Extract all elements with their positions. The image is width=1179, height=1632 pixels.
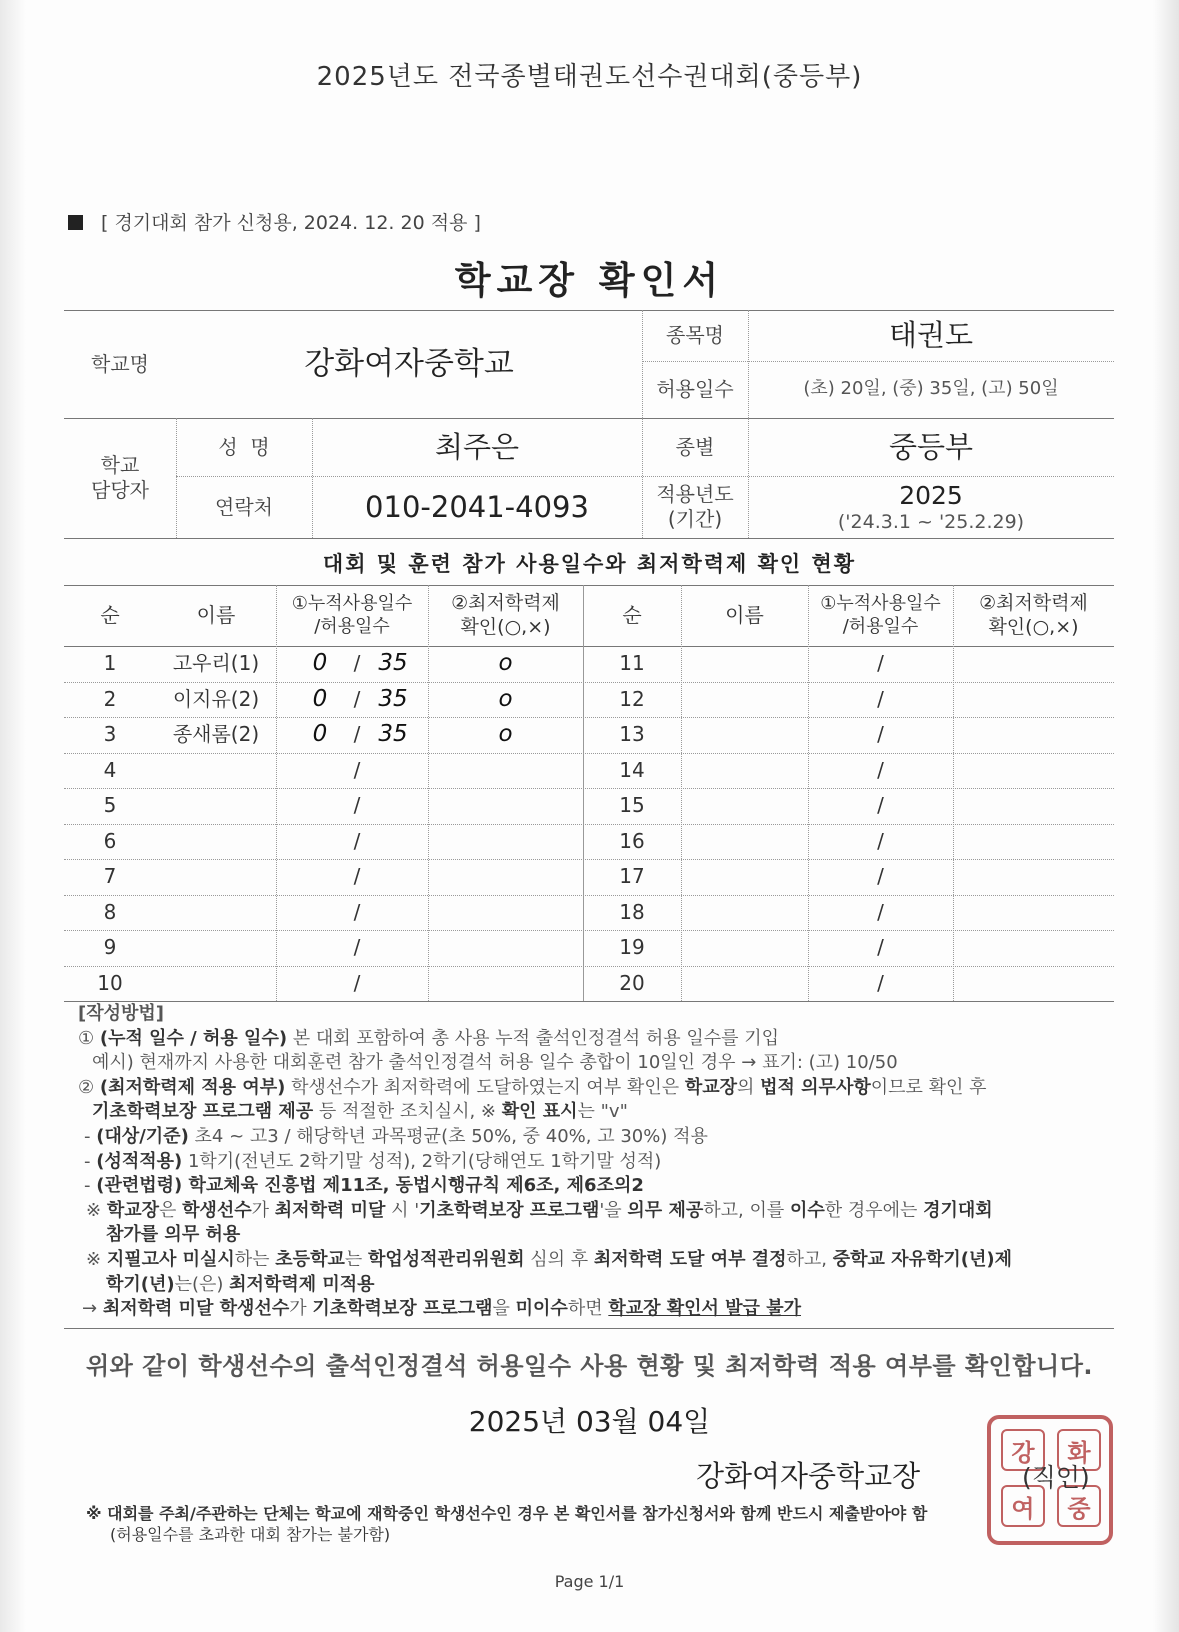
row-check — [953, 646, 1114, 682]
col-no-right: 순 — [622, 603, 642, 627]
row-separator: / — [877, 651, 884, 676]
row-no: 2 — [103, 686, 117, 711]
competition-title: 2025년도 전국종별태권도선수권대회(중등부) — [316, 62, 863, 92]
row-no: 13 — [619, 722, 645, 747]
seal-char: 화 — [1057, 1429, 1101, 1471]
row-separator: / — [877, 864, 884, 889]
row-name — [681, 788, 808, 824]
row-name — [681, 895, 808, 931]
row-used-days: 0 — [312, 685, 328, 712]
row-name — [156, 788, 276, 824]
black-square-icon — [68, 215, 83, 230]
row-check: o — [498, 685, 513, 712]
col-check — [428, 585, 583, 646]
row-name — [681, 717, 808, 753]
row-allowed-days — [368, 895, 418, 931]
row-no: 5 — [103, 793, 117, 818]
row-separator: / — [877, 757, 884, 782]
row-allowed-days: 35 — [378, 650, 408, 677]
row-check — [428, 930, 583, 966]
sport-value: 태권도 — [888, 318, 974, 353]
period: ('24.3.1 ~ '25.2.29) — [837, 510, 1025, 533]
row-separator: / — [353, 651, 361, 676]
row-no: 14 — [619, 757, 645, 782]
col-days-line2: /허용일수 — [314, 615, 390, 637]
row-check — [428, 824, 583, 860]
row-check — [428, 859, 583, 895]
col-days — [276, 585, 428, 646]
row-no: 8 — [103, 899, 117, 924]
row-used-days — [290, 824, 350, 860]
row-name — [156, 895, 276, 931]
division-value: 중등부 — [888, 429, 974, 464]
form-note-text: [ 경기대회 참가 신청용, 2024. 12. 20 적용 ] — [101, 212, 481, 234]
row-no: 20 — [619, 970, 645, 995]
col-check-line1: ②최저학력제 — [451, 591, 560, 614]
row-name — [156, 930, 276, 966]
note-line: 학기(년)는(은) 최저학력제 미적용 — [106, 1273, 375, 1295]
row-check — [953, 788, 1114, 824]
row-no: 7 — [103, 864, 117, 889]
row-no: 9 — [103, 935, 117, 960]
note-line: → 최저학력 미달 학생선수가 기초학력보장 프로그램을 미이수하면 학교장 확인서 발급 불가 — [82, 1298, 801, 1320]
row-no: 4 — [103, 757, 117, 782]
col-name-right: 이름 — [725, 603, 764, 627]
sport-label: 종목명 — [666, 323, 724, 347]
col-days-right-line2: /허용일수 — [842, 615, 919, 637]
allowed-days-value: (초) 20일, (중) 35일, (고) 50일 — [803, 378, 1059, 400]
row-no: 15 — [619, 793, 645, 818]
row-no: 16 — [619, 828, 645, 853]
note-line: ② (최저학력제 적용 여부) 학생선수가 최저학력에 도달하였는지 여부 확인은 학교장의 법적 의무사항이므로 확인 후 — [78, 1076, 987, 1098]
row-used-days — [290, 788, 350, 824]
page-number: Page 1/1 — [554, 1572, 625, 1591]
footnote-line1: ※ 대회를 주최/주관하는 단체는 학교에 재학중인 학생선수인 경우 본 확인서를 참가신청서와 함께 반드시 제출받아야 함 — [86, 1504, 928, 1523]
col-days-right-line1: ①누적사용일수 — [820, 593, 941, 614]
school-name: 강화여자중학교 — [304, 345, 514, 382]
row-no: 19 — [619, 935, 645, 960]
form-note — [68, 208, 481, 235]
row-separator: / — [877, 935, 884, 960]
principal-title: 강화여자중학교장 — [696, 1459, 921, 1493]
note-line: ※ 지필고사 미실시하는 초등학교는 학업성적관리위원회 심의 후 최저학력 도달 여부 결정하고, 중학교 자유학기(년)제 — [86, 1248, 1012, 1270]
year-label — [642, 476, 748, 538]
col-days-right — [808, 585, 953, 646]
col-check-line2: 확인(○,×) — [460, 615, 551, 638]
row-separator: / — [353, 828, 361, 853]
instructions-heading: [작성방법] — [78, 1003, 165, 1024]
note-line: 참가를 의무 허용 — [106, 1224, 241, 1246]
row-name: 이지유(2) — [172, 686, 260, 711]
row-separator: / — [877, 899, 884, 924]
row-separator: / — [877, 722, 884, 747]
document-title: 학교장 확인서 — [454, 259, 725, 302]
contact-value: 010-2041-4093 — [365, 489, 589, 524]
row-check — [953, 966, 1114, 1002]
col-no: 순 — [100, 603, 120, 627]
row-name — [156, 966, 276, 1002]
row-name — [681, 753, 808, 789]
row-name — [681, 859, 808, 895]
footnote — [86, 1503, 927, 1545]
year-value — [748, 476, 1114, 538]
issue-date: 2025년 03월 04일 — [468, 1405, 711, 1438]
note-line: ※ 학교장은 학생선수가 최저학력 미달 시 '기초학력보장 프로그램'을 의무 제공하고, 이를 이수한 경우에는 경기대회 — [86, 1199, 993, 1221]
row-name — [681, 682, 808, 718]
row-name: 종새롬(2) — [172, 722, 260, 747]
row-check — [953, 895, 1114, 931]
row-used-days — [290, 753, 350, 789]
note-line: - (대상/기준) 초4 ~ 고3 / 해당학년 과목평균(초 50%, 중 40%, 고 30%) 적용 — [84, 1125, 708, 1147]
division-label: 종별 — [675, 434, 715, 459]
row-separator: / — [353, 793, 361, 818]
year-label-line2: (기간) — [667, 507, 723, 531]
divider — [64, 1328, 1114, 1329]
note-line: ① (누적 일수 / 허용 일수) 본 대회 포함하여 총 사용 누적 출석인정결석 허용 일수를 기입 — [78, 1027, 779, 1049]
note-line: 기초학력보장 프로그램 제공 등 적절한 조치실시, ※ 확인 표시는 "v" — [92, 1101, 628, 1123]
row-used-days — [290, 895, 350, 931]
row-separator: / — [353, 686, 361, 711]
row-separator: / — [877, 970, 884, 995]
row-name — [156, 824, 276, 860]
row-no: 6 — [103, 828, 117, 853]
row-check: o — [498, 721, 513, 748]
manager-label-line2: 담당자 — [91, 478, 149, 502]
school-label: 학교명 — [91, 351, 149, 376]
row-allowed-days — [368, 859, 418, 895]
row-name — [156, 753, 276, 789]
note-line: - (성적적용) 1학기(전년도 2학기말 성적), 2학기(당해연도 1학기말 성적) — [84, 1150, 662, 1172]
manager-label-line1: 학교 — [100, 453, 140, 477]
row-no: 10 — [97, 970, 123, 995]
row-name — [681, 824, 808, 860]
seal-char: 강 — [1001, 1429, 1045, 1471]
col-days-line1: ①누적사용일수 — [291, 593, 413, 614]
row-separator: / — [353, 864, 361, 889]
row-separator: / — [877, 828, 884, 853]
row-check — [953, 753, 1114, 789]
row-name — [681, 646, 808, 682]
row-separator: / — [353, 935, 361, 960]
row-no: 11 — [619, 651, 645, 676]
col-check-right-line2: 확인(○,×) — [988, 615, 1079, 638]
seal-char: 중 — [1057, 1485, 1101, 1527]
footnote-line2: (허용일수를 초과한 대회 참가는 불가함) — [110, 1525, 391, 1544]
row-separator: / — [877, 793, 884, 818]
year-label-line1: 적용년도 — [656, 482, 734, 506]
allowed-days-label: 허용일수 — [656, 377, 734, 401]
row-allowed-days — [368, 966, 418, 1002]
row-check — [953, 717, 1114, 753]
row-check — [953, 859, 1114, 895]
row-allowed-days — [368, 824, 418, 860]
row-separator: / — [353, 757, 361, 782]
col-name: 이름 — [196, 603, 236, 627]
row-no: 3 — [103, 722, 117, 747]
note-line: 예시) 현재까지 사용한 대회훈련 참가 출석인정결석 허용 일수 총합이 10일인 경우 → 표기: (고) 10/50 — [92, 1052, 898, 1074]
row-allowed-days — [368, 753, 418, 789]
row-check — [428, 788, 583, 824]
row-separator: / — [353, 970, 361, 995]
row-used-days — [290, 966, 350, 1002]
row-no: 17 — [619, 864, 645, 889]
row-name — [156, 859, 276, 895]
row-allowed-days: 35 — [378, 721, 408, 748]
row-used-days — [290, 930, 350, 966]
row-used-days: 0 — [312, 650, 328, 677]
row-allowed-days: 35 — [378, 685, 408, 712]
row-no: 18 — [619, 899, 645, 924]
row-separator: / — [877, 686, 884, 711]
seal-char: 여 — [1001, 1485, 1045, 1527]
row-used-days — [290, 859, 350, 895]
row-check: o — [498, 650, 513, 677]
row-name — [681, 930, 808, 966]
row-check — [953, 824, 1114, 860]
confirmation-statement: 위와 같이 학생선수의 출석인정결석 허용일수 사용 현황 및 최저학력 적용 여부를 확인합니다. — [85, 1352, 1094, 1380]
row-name: 고우리(1) — [172, 651, 260, 676]
note-line: - (관련법령) 학교체육 진흥법 제11조, 동법시행규칙 제6조, 제6조의2 — [84, 1175, 644, 1197]
manager-name: 최주은 — [434, 429, 520, 464]
scan-shadow-left — [0, 0, 26, 1632]
row-check — [428, 895, 583, 931]
row-check — [953, 930, 1114, 966]
row-separator: / — [353, 899, 361, 924]
contact-label: 연락처 — [215, 494, 273, 519]
row-separator: / — [353, 722, 361, 747]
row-no: 1 — [103, 651, 117, 676]
seal-label: (직인) — [1022, 1463, 1090, 1492]
manager-label — [64, 418, 176, 538]
row-check — [953, 682, 1114, 718]
row-allowed-days — [368, 788, 418, 824]
scan-shadow-right — [1153, 0, 1179, 1632]
row-name — [681, 966, 808, 1002]
row-no: 12 — [619, 686, 645, 711]
year: 2025 — [899, 480, 963, 510]
section-title: 대회 및 훈련 참가 사용일수와 최저학력제 확인 현황 — [322, 552, 857, 576]
row-check — [428, 753, 583, 789]
col-check-right — [953, 585, 1114, 646]
row-used-days: 0 — [312, 721, 328, 748]
row-allowed-days — [368, 930, 418, 966]
name-label: 성 명 — [218, 434, 270, 459]
col-check-right-line1: ②최저학력제 — [979, 591, 1088, 614]
instructions — [78, 1002, 1128, 1322]
row-check — [428, 966, 583, 1002]
